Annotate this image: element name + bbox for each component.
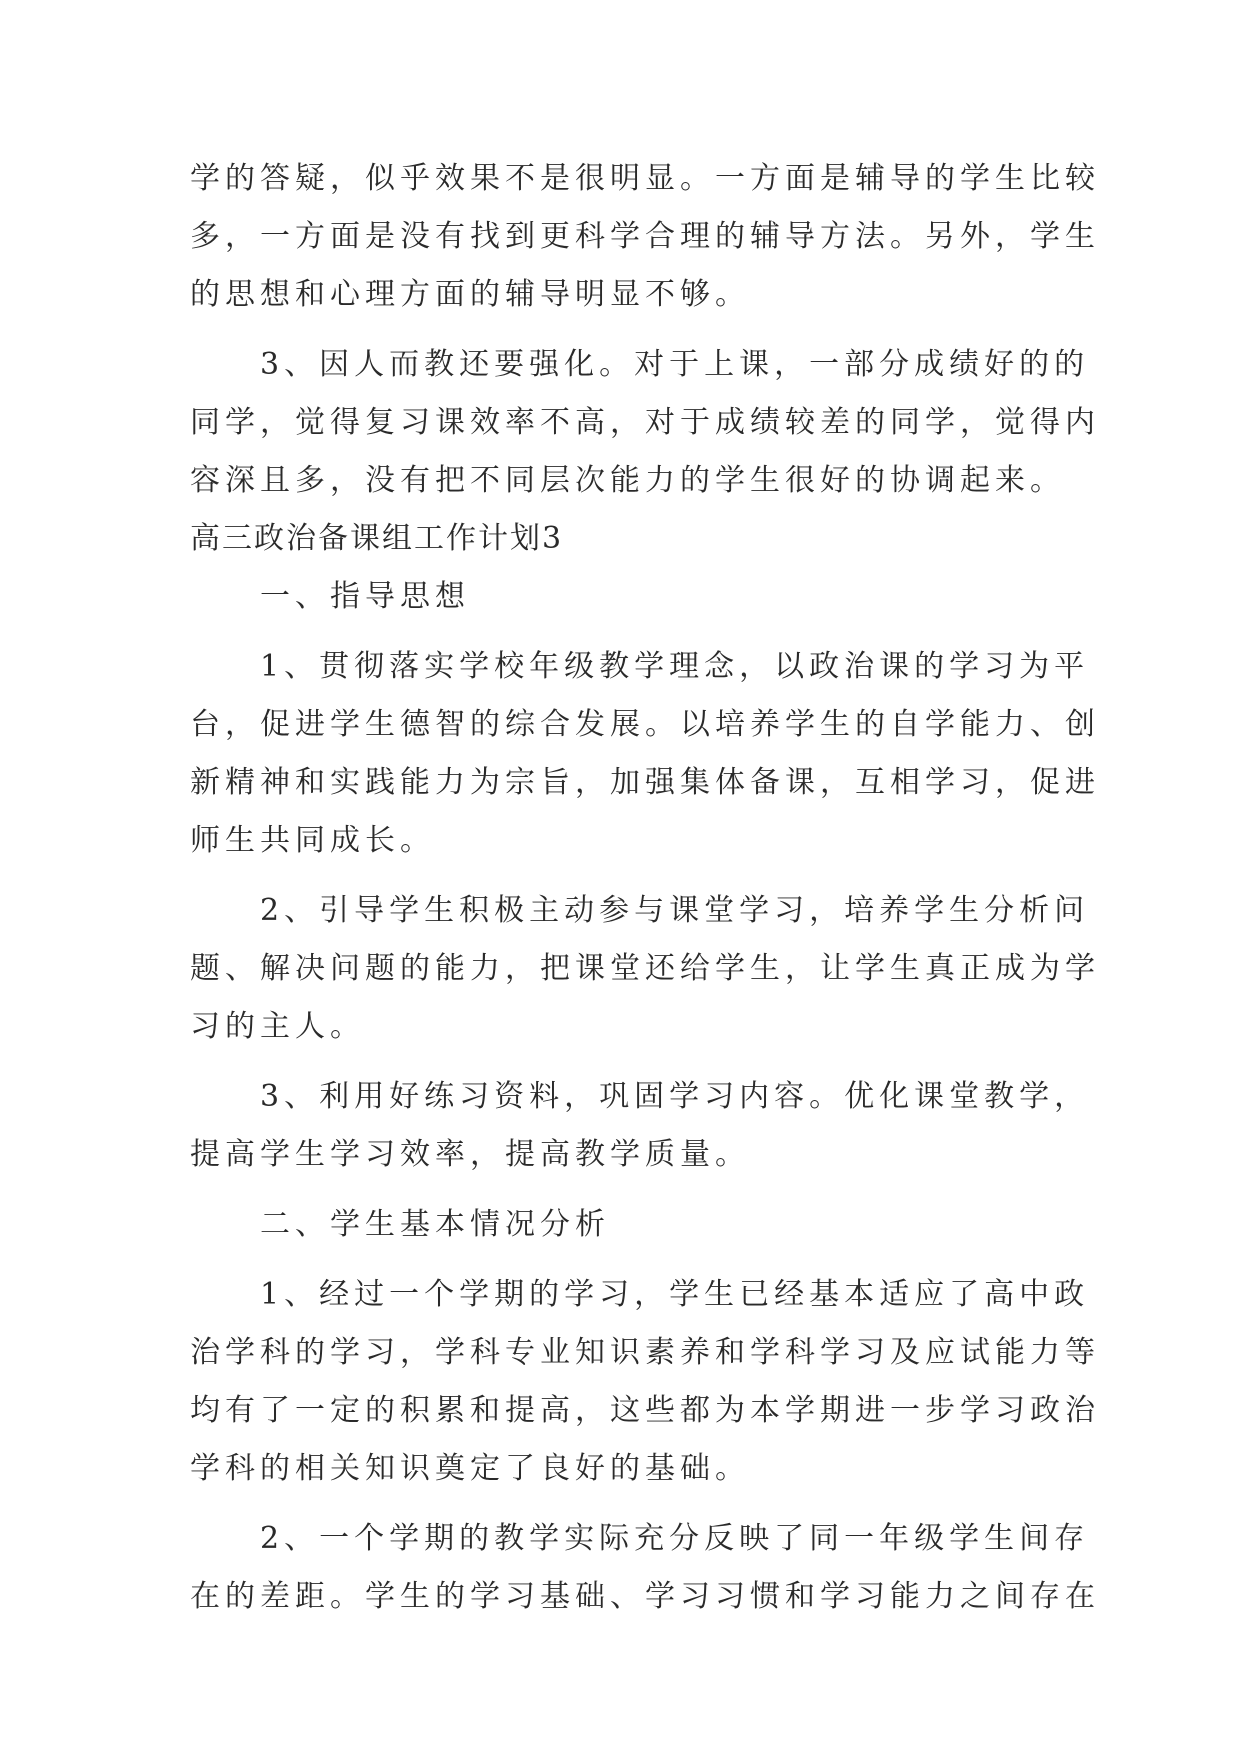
text-line: 1、贯彻落实学校年级教学理念，以政治课的学习为平 [190, 649, 1090, 684]
text-line: 习的主人。 [190, 1009, 365, 1044]
text-line: 在的差距。学生的学习基础、学习习惯和学习能力之间存在 [190, 1579, 1100, 1614]
text-line: 提高学生学习效率，提高教学质量。 [190, 1137, 750, 1172]
text-line: 治学科的学习，学科专业知识素养和学科学习及应试能力等 [190, 1335, 1100, 1370]
text-line: 1、经过一个学期的学习，学生已经基本适应了高中政 [190, 1277, 1090, 1312]
text-line: 的思想和心理方面的辅导明显不够。 [190, 277, 750, 312]
text-line: 容深且多，没有把不同层次能力的学生很好的协调起来。 [190, 463, 1065, 498]
text-line: 学的答疑，似乎效果不是很明显。一方面是辅导的学生比较 [190, 161, 1100, 196]
text-line: 学科的相关知识奠定了良好的基础。 [190, 1451, 750, 1486]
text-line: 多，一方面是没有找到更科学合理的辅导方法。另外，学生 [190, 219, 1100, 254]
text-line: 同学，觉得复习课效率不高，对于成绩较差的同学，觉得内 [190, 405, 1100, 440]
text-line: 题、解决问题的能力，把课堂还给学生，让学生真正成为学 [190, 951, 1100, 986]
document-body [190, 150, 1100, 1626]
text-line: 3、因人而教还要强化。对于上课，一部分成绩好的的 [190, 347, 1090, 382]
text-line: 2、引导学生积极主动参与课堂学习，培养学生分析问 [190, 893, 1090, 928]
text-line: 新精神和实践能力为宗旨，加强集体备课，互相学习，促进 [190, 765, 1100, 800]
section-title: 高三政治备课组工作计划3 [190, 521, 564, 556]
subheading: 二、学生基本情况分析 [190, 1207, 610, 1242]
text-line: 均有了一定的积累和提高，这些都为本学期进一步学习政治 [190, 1393, 1100, 1428]
text-line: 台，促进学生德智的综合发展。以培养学生的自学能力、创 [190, 707, 1100, 742]
text-line: 3、利用好练习资料，巩固学习内容。优化课堂教学， [190, 1079, 1090, 1114]
text-line: 师生共同成长。 [190, 823, 435, 858]
text-line: 2、一个学期的教学实际充分反映了同一年级学生间存 [190, 1521, 1090, 1556]
subheading: 一、指导思想 [190, 579, 470, 614]
